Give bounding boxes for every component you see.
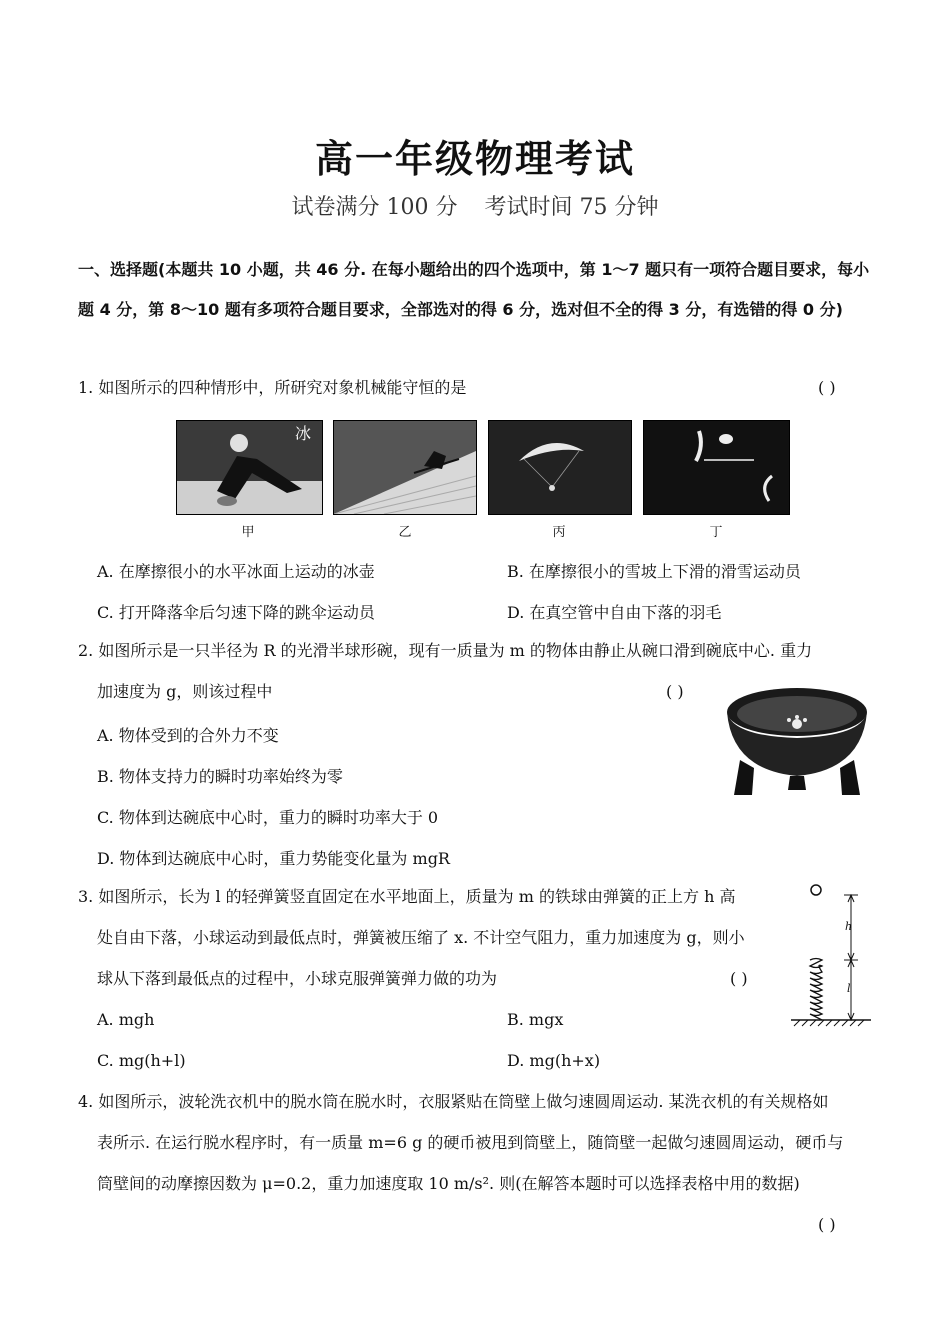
q4-stem-line2: 表所示. 在运行脱水程序时，有一质量 m=6 g 的硬币被甩到筒壁上，随筒壁一起做匀速圆周运动，硬币与 bbox=[97, 1133, 844, 1152]
exam-title: 高一年级物理考试 bbox=[314, 137, 635, 181]
q4-answer-paren: ( ) bbox=[818, 1215, 836, 1234]
q1-caption-bing: 丙 bbox=[552, 525, 566, 540]
diagram-label-l: l bbox=[847, 982, 851, 995]
q1-option-c: C. 打开降落伞后匀速下降的跳伞运动员 bbox=[97, 603, 375, 622]
q1-photo-ski bbox=[333, 420, 477, 515]
ski-image bbox=[334, 421, 476, 514]
q4-stem-line1: 4. 如图所示，波轮洗衣机中的脱水筒在脱水时，衣服紧贴在筒壁上做匀速圆周运动. 某洗衣机的有关规格如 bbox=[78, 1092, 829, 1111]
duration: 考试时间 75 分钟 bbox=[484, 195, 659, 220]
q1-answer-paren: ( ) bbox=[818, 378, 836, 397]
q1-option-a: A. 在摩擦很小的水平冰面上运动的冰壶 bbox=[97, 562, 375, 581]
q1-caption-ding: 丁 bbox=[709, 525, 723, 540]
curling-image bbox=[177, 421, 322, 514]
q1-photo-feather bbox=[643, 420, 790, 515]
q1-photo-curling bbox=[176, 420, 323, 515]
spring-figure bbox=[786, 880, 876, 1030]
q2-option-d: D. 物体到达碗底中心时，重力势能变化量为 mgR bbox=[97, 849, 450, 868]
q2-stem-line1: 2. 如图所示是一只半径为 R 的光滑半球形碗，现有一质量为 m 的物体由静止从碗口滑到碗底中心. 重力 bbox=[78, 641, 813, 660]
section-heading: 一、选择题(本题共 10 小题，共 46 分. 在每小题给出的四个选项中，第 1～7 题只有一项符合题目要求，每小题 4 分，第 8～10 题有多项符合题目要求，全部选对的得 6 分，选对但不全的得 3 分，有选错的得 0 分) bbox=[78, 260, 870, 319]
q1-photo-parachute bbox=[488, 420, 632, 515]
parachute-image bbox=[489, 421, 631, 514]
q3-option-c: C. mg(h+l) bbox=[97, 1051, 186, 1070]
q3-stem-line3: 球从下落到最低点的过程中，小球克服弹簧弹力做的功为 bbox=[97, 969, 498, 988]
q3-option-d: D. mg(h+x) bbox=[507, 1051, 601, 1070]
q1-option-b: B. 在摩擦很小的雪坡上下滑的滑雪运动员 bbox=[507, 562, 801, 581]
q1-caption-yi: 乙 bbox=[398, 525, 412, 540]
exam-subtitle bbox=[0, 190, 950, 221]
q3-answer-paren: ( ) bbox=[730, 969, 748, 988]
ball-icon bbox=[811, 885, 821, 895]
q1-stem: 1. 如图所示的四种情形中，所研究对象机械能守恒的是 bbox=[78, 378, 467, 397]
q2-option-b: B. 物体支持力的瞬时功率始终为零 bbox=[97, 767, 343, 786]
q2-option-c: C. 物体到达碗底中心时，重力的瞬时功率大于 0 bbox=[97, 808, 439, 827]
q2-answer-paren: ( ) bbox=[666, 682, 684, 701]
full-score: 试卷满分 100 分 bbox=[291, 195, 458, 220]
q2-option-a: A. 物体受到的合外力不变 bbox=[97, 726, 279, 745]
bowl-figure bbox=[722, 680, 872, 800]
q2-stem-line2: 加速度为 g，则该过程中 bbox=[97, 682, 273, 701]
spring-coil bbox=[810, 959, 822, 1021]
diagram-label-h: h bbox=[845, 920, 853, 933]
q3-stem-line2: 处自由下落，小球运动到最低点时，弹簧被压缩了 x. 不计空气阻力，重力加速度为 g，则小 bbox=[97, 928, 745, 947]
feather-image bbox=[644, 421, 789, 514]
q3-stem-line1: 3. 如图所示，长为 l 的轻弹簧竖直固定在水平地面上，质量为 m 的铁球由弹簧的正上方 h 高 bbox=[78, 887, 736, 906]
curling-photo-text: 冰 bbox=[295, 424, 312, 443]
q3-option-b: B. mgx bbox=[507, 1010, 564, 1029]
q1-caption-jia: 甲 bbox=[241, 525, 255, 540]
q4-stem-line3: 筒壁间的动摩擦因数为 μ=0.2，重力加速度取 10 m/s². 则(在解答本题时可以选择表格中用的数据) bbox=[97, 1174, 800, 1193]
q1-option-d: D. 在真空管中自由下落的羽毛 bbox=[507, 603, 722, 622]
q3-option-a: A. mgh bbox=[97, 1010, 155, 1029]
